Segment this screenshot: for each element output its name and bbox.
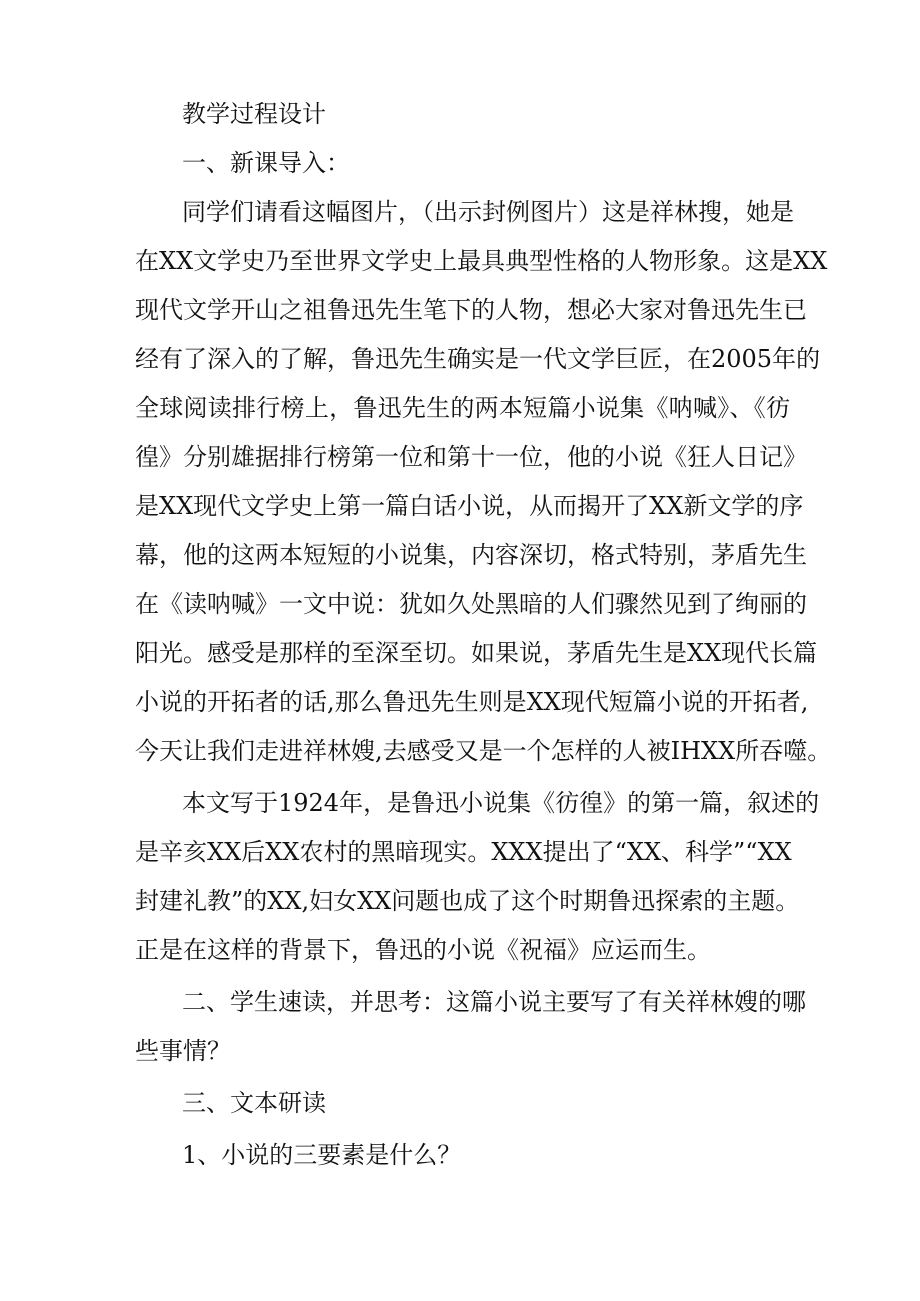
- paragraph-line: 是辛亥XX后XX农村的黑暗现实。XXX提出了“XX、科学”“XX: [135, 838, 792, 866]
- paragraph-line: 在《读呐喊》一文中说：犹如久处黑暗的人们骤然见到了绚丽的: [135, 590, 807, 618]
- paragraph-line: 同学们请看这幅图片，（出示封例图片）这是祥林搜，她是: [182, 198, 794, 226]
- paragraph-line: 今天让我们走进祥林嫂,去感受又是一个怎样的人被IHXX所吞噬。: [135, 737, 832, 765]
- paragraph-line: 二、学生速读，并思考：这篇小说主要写了有关祥林嫂的哪: [182, 988, 806, 1016]
- paragraph-line: 小说的开拓者的话,那么鲁迅先生则是XX现代短篇小说的开拓者,: [135, 688, 809, 716]
- paragraph-line: 阳光。感受是那样的至深至切。如果说，茅盾先生是XX现代长篇: [135, 639, 818, 667]
- question-1: 1、小说的三要素是什么？: [182, 1141, 462, 1169]
- paragraph-line: 徨》分别雄据排行榜第一位和第十一位，他的小说《狂人日记》: [135, 443, 807, 471]
- section-3-heading: 三、文本研读: [182, 1089, 326, 1117]
- paragraph-line: 些事情？: [135, 1037, 231, 1065]
- paragraph-line: 封建礼教”的XX,妇女XX问题也成了这个时期鲁迅探索的主题。: [135, 887, 800, 915]
- document-title: 教学过程设计: [182, 100, 326, 128]
- paragraph-line: 是XX现代文学史上第一篇白话小说，从而揭开了XX新文学的序: [135, 492, 804, 520]
- paragraph-line: 幕，他的这两本短短的小说集，内容深切，格式特别，茅盾先生: [135, 541, 807, 569]
- paragraph-line: 经有了深入的了解，鲁迅先生确实是一代文学巨匠，在2005年的: [135, 345, 821, 373]
- paragraph-line: 在XX文学史乃至世界文学史上最具典型性格的人物形象。这是XX: [135, 247, 828, 275]
- section-1-heading: 一、新课导入：: [182, 149, 350, 177]
- paragraph-line: 本文写于1924年，是鲁迅小说集《彷徨》的第一篇，叙述的: [182, 789, 820, 817]
- paragraph-line: 全球阅读排行榜上，鲁迅先生的两本短篇小说集《呐喊》、《彷: [135, 394, 790, 422]
- paragraph-line: 正是在这样的背景下，鲁迅的小说《祝福》应运而生。: [135, 936, 711, 964]
- paragraph-line: 现代文学开山之祖鲁迅先生笔下的人物，想必大家对鲁迅先生已: [135, 296, 807, 324]
